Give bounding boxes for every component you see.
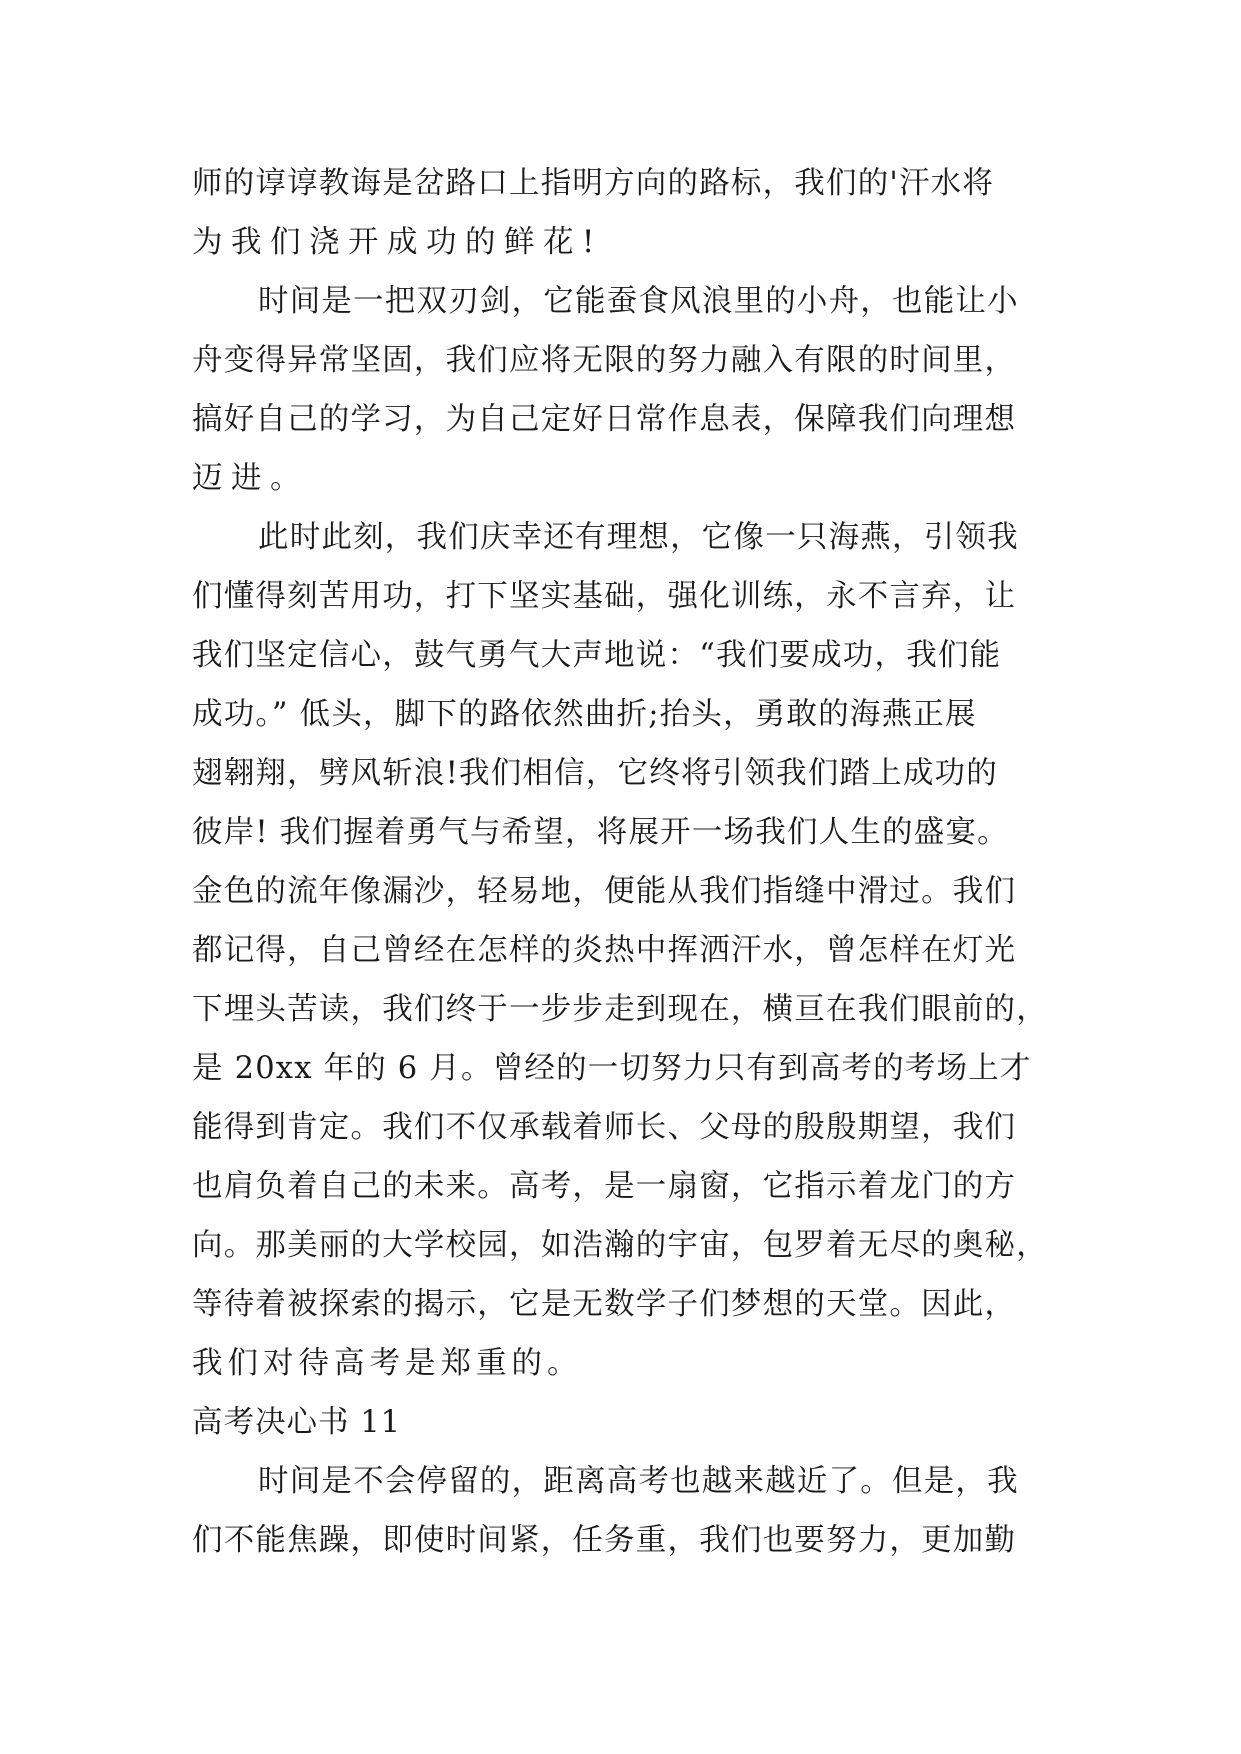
paragraph-line: 我们坚定信心，鼓气勇气大声地说：“我们要成功，我们能 — [192, 638, 1002, 673]
paragraph-line: 彼岸! 我们握着勇气与希望，将展开一场我们人生的盛宴。 — [192, 815, 1009, 850]
paragraph-line: 是 20xx 年的 6 月。曾经的一切努力只有到高考的考场上才 — [192, 1051, 1032, 1086]
paragraph-line: 我们对待高考是郑重的。 — [192, 1346, 583, 1381]
paragraph-line: 等待着被探索的揭示，它是无数学子们梦想的天堂。因此， — [192, 1287, 1017, 1322]
paragraph-line: 舟变得异常坚固，我们应将无限的努力融入有限的时间里， — [192, 343, 1017, 378]
paragraph-line: 下埋头苦读，我们终于一步步走到现在，横亘在我们眼前的， — [192, 992, 1048, 1027]
paragraph-line: 们不能焦躁，即使时间紧，任务重，我们也要努力，更加勤 — [192, 1523, 1017, 1558]
paragraph-line: 搞好自己的学习，为自己定好日常作息表，保障我们向理想 — [192, 402, 1017, 437]
paragraph-line: 时间是一把双刃剑，它能蚕食风浪里的小舟，也能让小 — [258, 284, 1019, 319]
paragraph-line: 成功。” 低头，脚下的路依然曲折;抬头，勇敢的海燕正展 — [192, 697, 977, 732]
paragraph-line: 们懂得刻苦用功，打下坚实基础，强化训练，永不言弃，让 — [192, 579, 1017, 614]
section-heading: 高考决心书 11 — [192, 1405, 402, 1440]
paragraph-line: 都记得，自己曾经在怎样的炎热中挥洒汗水，曾怎样在灯光 — [192, 933, 1017, 968]
paragraph-line: 师的谆谆教诲是岔路口上指明方向的路标，我们的'汗水将 — [192, 166, 995, 201]
paragraph-line: 金色的流年像漏沙，轻易地，便能从我们指缝中滑过。我们 — [192, 874, 1017, 909]
paragraph-line: 此时此刻，我们庆幸还有理想，它像一只海燕，引领我 — [258, 520, 1019, 555]
document-body — [192, 154, 1052, 1570]
paragraph-line: 时间是不会停留的，距离高考也越来越近了。但是，我 — [258, 1464, 1019, 1499]
paragraph-line: 翅翱翔，劈风斩浪!我们相信，它终将引领我们踏上成功的 — [192, 756, 998, 791]
paragraph-line: 向。那美丽的大学校园，如浩瀚的宇宙，包罗着无尽的奥秘， — [192, 1228, 1048, 1263]
paragraph-line: 也肩负着自己的未来。高考，是一扇窗，它指示着龙门的方 — [192, 1169, 1017, 1204]
paragraph-line: 迈进。 — [192, 461, 309, 496]
paragraph-line: 为我们浇开成功的鲜花! — [192, 225, 603, 260]
paragraph-line: 能得到肯定。我们不仅承载着师长、父母的殷殷期望，我们 — [192, 1110, 1017, 1145]
